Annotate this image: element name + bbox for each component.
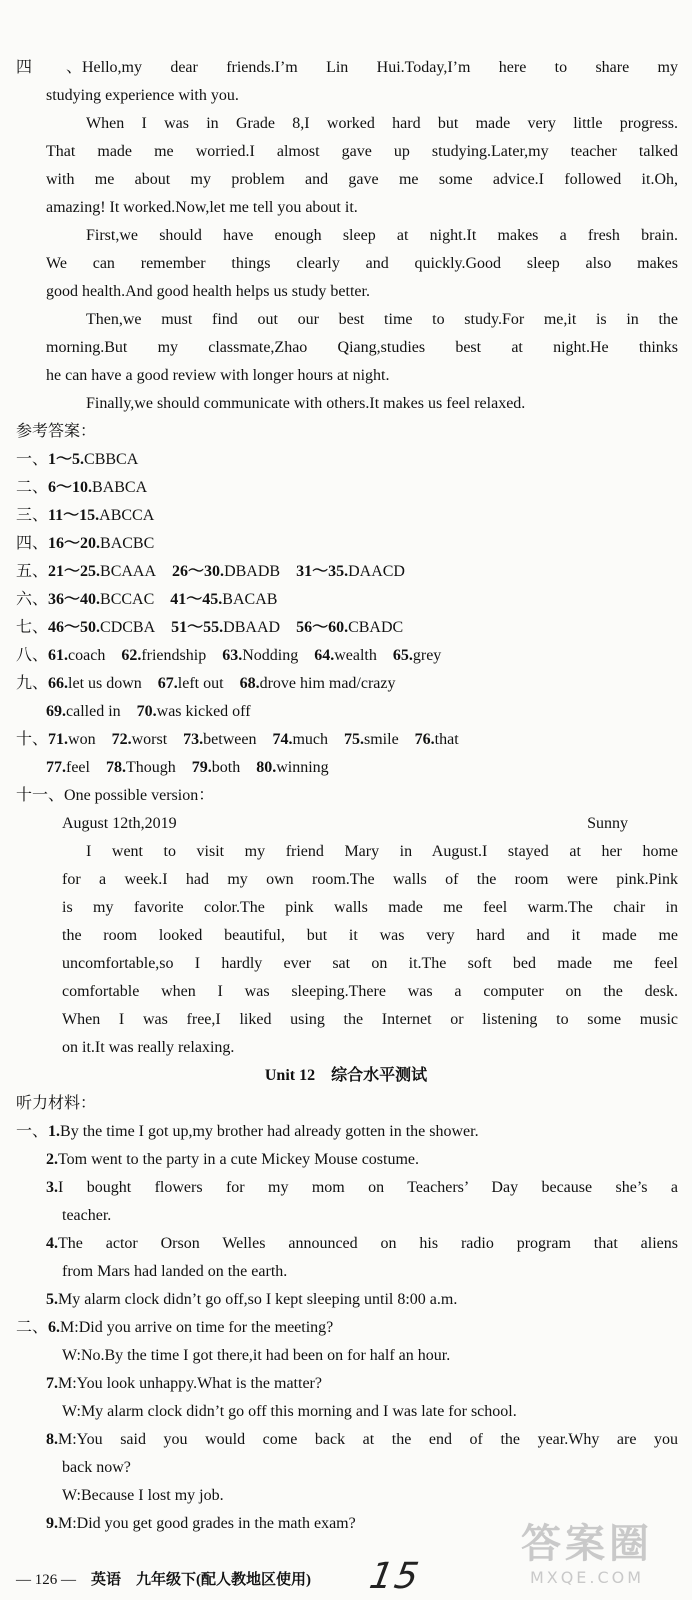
dialogue-line: W:My alarm clock didn’t go off this morning and I was late for school.: [62, 1403, 517, 1420]
answers-heading: 参考答案：: [16, 423, 97, 440]
listening-item-cont: teacher.: [62, 1207, 112, 1224]
diary-line: comfortable when I was sleeping.There was a computer on the desk.: [62, 983, 678, 1000]
paragraph-line: good health.And good health helps us study better.: [46, 283, 370, 300]
book-subject: 英语 九年级下(配人教地区使用): [91, 1572, 312, 1588]
paragraph-line: with me about my problem and gave me some advice.I followed it.Oh,: [46, 171, 678, 188]
listening-heading: 听力材料：: [16, 1095, 97, 1112]
answer-row: 九、66.let us down 67.left out 68.drove him mad/crazy: [16, 675, 396, 692]
paragraph-line: That made me worried.I almost gave up studying.Later,my teacher talked: [46, 143, 678, 160]
paragraph-line: morning.But my classmate,Zhao Qiang,studies best at night.He thinks: [46, 339, 678, 356]
diary-date: August 12th,2019: [62, 815, 177, 832]
listening-item: 2.Tom went to the party in a cute Mickey Mouse costume.: [46, 1151, 420, 1168]
diary-line: When I was free,I liked using the Internet or listening to some music: [62, 1011, 678, 1028]
answer-row: 十一、One possible version：: [16, 787, 215, 804]
diary-line: on it.It was really relaxing.: [62, 1039, 235, 1056]
dialogue-line: 7.M:You look unhappy.What is the matter?: [46, 1375, 322, 1392]
listening-item-cont: from Mars had landed on the earth.: [62, 1263, 288, 1280]
answer-row: 七、46～50.CDCBA 51～55.DBAAD 56～60.CBADC: [16, 619, 404, 636]
diary-line: for a week.I had my own room.The walls of the room were pink.Pink: [62, 871, 678, 888]
page-footer: [16, 1570, 311, 1590]
paragraph-line: Finally,we should communicate with others.It makes us feel relaxed.: [86, 395, 526, 412]
answer-row: 一、1～5.CBBCA: [16, 451, 139, 468]
paragraph-line: When I was in Grade 8,I worked hard but made very little progress.: [86, 115, 678, 132]
page-number: — 126 —: [16, 1572, 76, 1588]
watermark-logo: 答案圈 MXQE.COM: [521, 1521, 653, 1587]
paragraph-line: amazing! It worked.Now,let me tell you about it.: [46, 199, 358, 216]
answer-row: 四、16～20.BACBC: [16, 535, 155, 552]
dialogue-line: W:Because I lost my job.: [62, 1487, 224, 1504]
paragraph-line: Then,we must find out our best time to study.For me,it is in the: [86, 311, 678, 328]
paragraph-line: We can remember things clearly and quickly.Good sleep also makes: [46, 255, 678, 272]
dialogue-line: 8.M:You said you would come back at the end of the year.Why are you: [46, 1431, 678, 1448]
dialogue-line: back now?: [62, 1459, 131, 1476]
answer-row: 五、21～25.BCAAA 26～30.DBADB 31～35.DAACD: [16, 563, 405, 580]
dialogue-line: 二、6.M:Did you arrive on time for the meeting?: [16, 1319, 334, 1336]
answer-row: 三、11～15.ABCCA: [16, 507, 155, 524]
answer-row: 77.feel 78.Though 79.both 80.winning: [46, 759, 329, 776]
section-label: 四、: [16, 59, 82, 76]
diary-line: I went to visit my friend Mary in August.I stayed at her home: [86, 843, 678, 860]
answer-row: 69.called in 70.was kicked off: [46, 703, 251, 720]
paragraph-line: he can have a good review with longer hours at night.: [46, 367, 390, 384]
section4-line-2: studying experience with you.: [46, 87, 239, 104]
answer-row: 六、36～40.BCCAC 41～45.BACAB: [16, 591, 278, 608]
diary-line: uncomfortable,so I hardly ever sat on it.The soft bed made me feel: [62, 955, 678, 972]
section4-line-1: 四、Hello,my dear friends.I’m Lin Hui.Today,I’m here to share my: [16, 59, 678, 76]
listening-item: 一、1.By the time I got up,my brother had already gotten in the shower.: [16, 1123, 479, 1140]
listening-item: 5.My alarm clock didn’t go off,so I kept sleeping until 8:00 a.m.: [46, 1291, 458, 1308]
dialogue-line: W:No.By the time I got there,it had been on for half an hour.: [62, 1347, 451, 1364]
diary-line: is my favorite color.The pink walls made me feel warm.The chair in: [62, 899, 678, 916]
unit-title: Unit 12 综合水平测试: [264, 1067, 428, 1084]
handwritten-number: 15: [366, 1556, 424, 1597]
diary-line: the room looked beautiful, but it was very hard and it made me: [62, 927, 678, 944]
answer-row: 十、71.won 72.worst 73.between 74.much 75.smile 76.that: [16, 731, 459, 748]
paragraph-line: First,we should have enough sleep at night.It makes a fresh brain.: [86, 227, 678, 244]
listening-item: 4.The actor Orson Welles announced on his radio program that aliens: [46, 1235, 678, 1252]
diary-weather: Sunny: [587, 815, 628, 832]
answer-row: 二、6～10.BABCA: [16, 479, 148, 496]
diary-header: [62, 814, 678, 834]
listening-item: 3.I bought flowers for my mom on Teachers’ Day because she’s a: [46, 1179, 678, 1196]
answer-row: 八、61.coach 62.friendship 63.Nodding 64.wealth 65.grey: [16, 647, 442, 664]
dialogue-line: 9.M:Did you get good grades in the math exam?: [46, 1515, 356, 1532]
